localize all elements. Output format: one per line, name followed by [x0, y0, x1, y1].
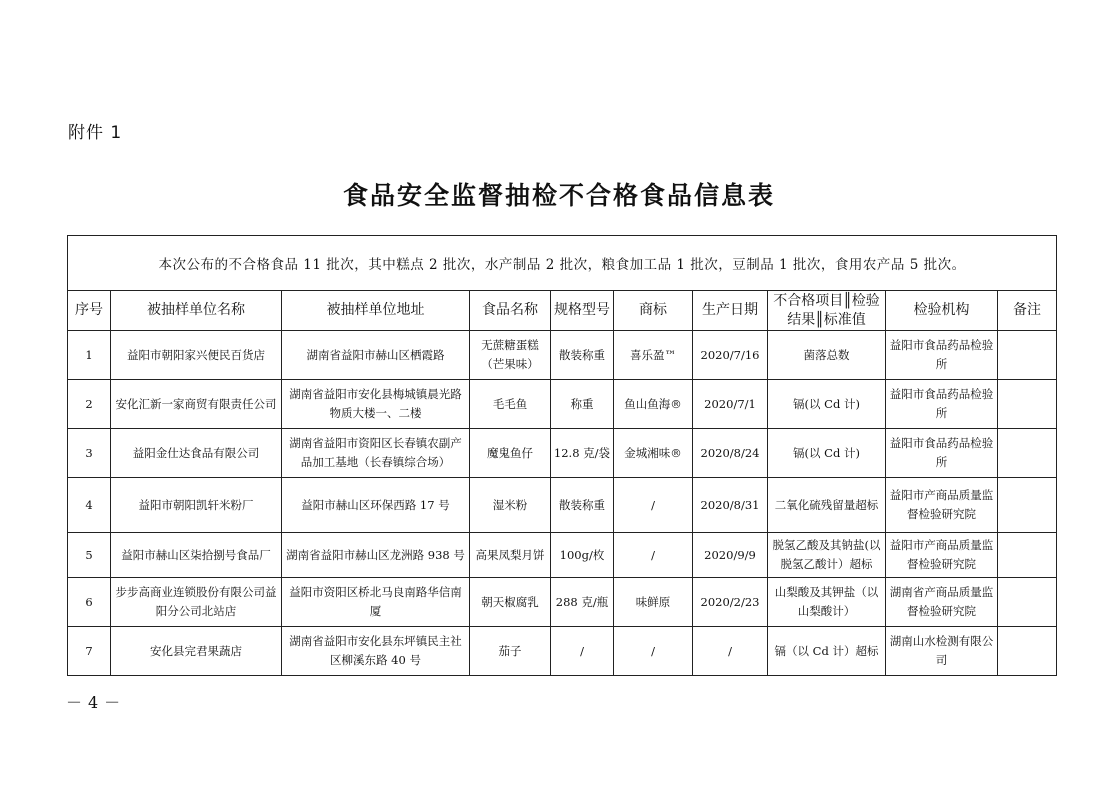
table-cell: 2020/8/31 [693, 478, 768, 533]
table-cell: 7 [68, 627, 111, 676]
table-cell: 金城湘味® [614, 429, 693, 478]
table-row [68, 533, 1057, 578]
table-row [68, 331, 1057, 380]
table-cell: 湖南省益阳市赫山区栖霞路 [282, 331, 470, 380]
table-cell: 2020/9/9 [693, 533, 768, 578]
table-cell [998, 331, 1057, 380]
table-cell [998, 533, 1057, 578]
table-cell: 6 [68, 578, 111, 627]
header-cell: 不合格项目║检验结果║标准值 [768, 291, 886, 331]
table-cell: 1 [68, 331, 111, 380]
table-cell: 益阳市产商品质量监督检验研究院 [886, 533, 998, 578]
table-cell: 高果凤梨月饼 [470, 533, 551, 578]
table-cell: / [614, 533, 693, 578]
table-cell [998, 429, 1057, 478]
table-cell: 魔鬼鱼仔 [470, 429, 551, 478]
header-cell: 生产日期 [693, 291, 768, 331]
table-row [68, 478, 1057, 533]
table-cell: 安化县完君果蔬店 [111, 627, 282, 676]
table-cell: 步步高商业连锁股份有限公司益阳分公司北站店 [111, 578, 282, 627]
table-cell: 100g/枚 [551, 533, 614, 578]
attachment-label: 附件 1 [68, 123, 123, 143]
table-cell: 湖南省益阳市赫山区龙洲路 938 号 [282, 533, 470, 578]
table-cell: 4 [68, 478, 111, 533]
page-title: 食品安全监督抽检不合格食品信息表 [342, 181, 775, 210]
table-cell: 益阳市朝阳凯轩米粉厂 [111, 478, 282, 533]
table-cell: 288 克/瓶 [551, 578, 614, 627]
table-cell: 3 [68, 429, 111, 478]
table-cell: 无蔗糖蛋糕（芒果味） [470, 331, 551, 380]
table-row [68, 380, 1057, 429]
table-cell [998, 578, 1057, 627]
table-cell: 毛毛鱼 [470, 380, 551, 429]
table-cell: 益阳市食品药品检验所 [886, 331, 998, 380]
table-cell: 湖南山水检测有限公司 [886, 627, 998, 676]
table-cell: 脱氢乙酸及其钠盐(以脱氢乙酸计）超标 [768, 533, 886, 578]
inspection-table [67, 235, 1057, 676]
table-cell: 湖南省产商品质量监督检验研究院 [886, 578, 998, 627]
table-cell: 镉(以 Cd 计) [768, 380, 886, 429]
table-cell: 山梨酸及其钾盐（以山梨酸计） [768, 578, 886, 627]
page-number: －4－ [66, 693, 127, 712]
table-cell: 二氧化硫残留量超标 [768, 478, 886, 533]
header-cell: 被抽样单位地址 [282, 291, 470, 331]
table-cell: 安化汇新一家商贸有限责任公司 [111, 380, 282, 429]
table-cell: 12.8 克/袋 [551, 429, 614, 478]
table-cell: 味鲜原 [614, 578, 693, 627]
table-cell: / [551, 627, 614, 676]
table-cell: 茄子 [470, 627, 551, 676]
table-cell: 2020/8/24 [693, 429, 768, 478]
table-cell: / [614, 627, 693, 676]
table-cell: 散装称重 [551, 331, 614, 380]
table-row [68, 627, 1057, 676]
header-cell: 规格型号 [551, 291, 614, 331]
table-cell: / [614, 478, 693, 533]
table-cell [998, 478, 1057, 533]
table-cell: 2 [68, 380, 111, 429]
header-cell: 检验机构 [886, 291, 998, 331]
table-cell: 益阳市赫山区柒拾捌号食品厂 [111, 533, 282, 578]
table-cell: 益阳市资阳区桥北马良南路华信南厦 [282, 578, 470, 627]
table-cell: 5 [68, 533, 111, 578]
table-cell: 湖南省益阳市资阳区长春镇农副产品加工基地（长春镇综合场） [282, 429, 470, 478]
table-cell: 湖南省益阳市安化县梅城镇晨光路物质大楼一、二楼 [282, 380, 470, 429]
table-cell: / [693, 627, 768, 676]
table-cell: 益阳金仕达食品有限公司 [111, 429, 282, 478]
header-cell: 被抽样单位名称 [111, 291, 282, 331]
table-row [68, 429, 1057, 478]
header-cell: 食品名称 [470, 291, 551, 331]
table-cell: 2020/7/1 [693, 380, 768, 429]
table-cell: 湿米粉 [470, 478, 551, 533]
table-cell: 称重 [551, 380, 614, 429]
table-cell [998, 627, 1057, 676]
table-cell: 益阳市产商品质量监督检验研究院 [886, 478, 998, 533]
table-cell: 朝天椒腐乳 [470, 578, 551, 627]
table-cell: 喜乐盈™ [614, 331, 693, 380]
table-cell: 湖南省益阳市安化县东坪镇民主社区柳溪东路 40 号 [282, 627, 470, 676]
summary-text: 本次公布的不合格食品 11 批次，其中糕点 2 批次，水产制品 2 批次，粮食加工品 1 批次，豆制品 1 批次，食用农产品 5 批次。 [68, 236, 1057, 291]
table-row [68, 578, 1057, 627]
table-cell: 2020/2/23 [693, 578, 768, 627]
header-cell: 备注 [998, 291, 1057, 331]
table-header-row [68, 291, 1057, 331]
header-cell: 序号 [68, 291, 111, 331]
table-cell: 菌落总数 [768, 331, 886, 380]
table-cell: 2020/7/16 [693, 331, 768, 380]
table-cell: 益阳市朝阳家兴便民百货店 [111, 331, 282, 380]
header-cell: 商标 [614, 291, 693, 331]
table-cell [998, 380, 1057, 429]
table-cell: 益阳市赫山区环保西路 17 号 [282, 478, 470, 533]
table-cell: 镉（以 Cd 计）超标 [768, 627, 886, 676]
table-cell: 散装称重 [551, 478, 614, 533]
table-cell: 鱼山鱼海® [614, 380, 693, 429]
table-cell: 益阳市食品药品检验所 [886, 429, 998, 478]
table-cell: 镉(以 Cd 计) [768, 429, 886, 478]
table-cell: 益阳市食品药品检验所 [886, 380, 998, 429]
